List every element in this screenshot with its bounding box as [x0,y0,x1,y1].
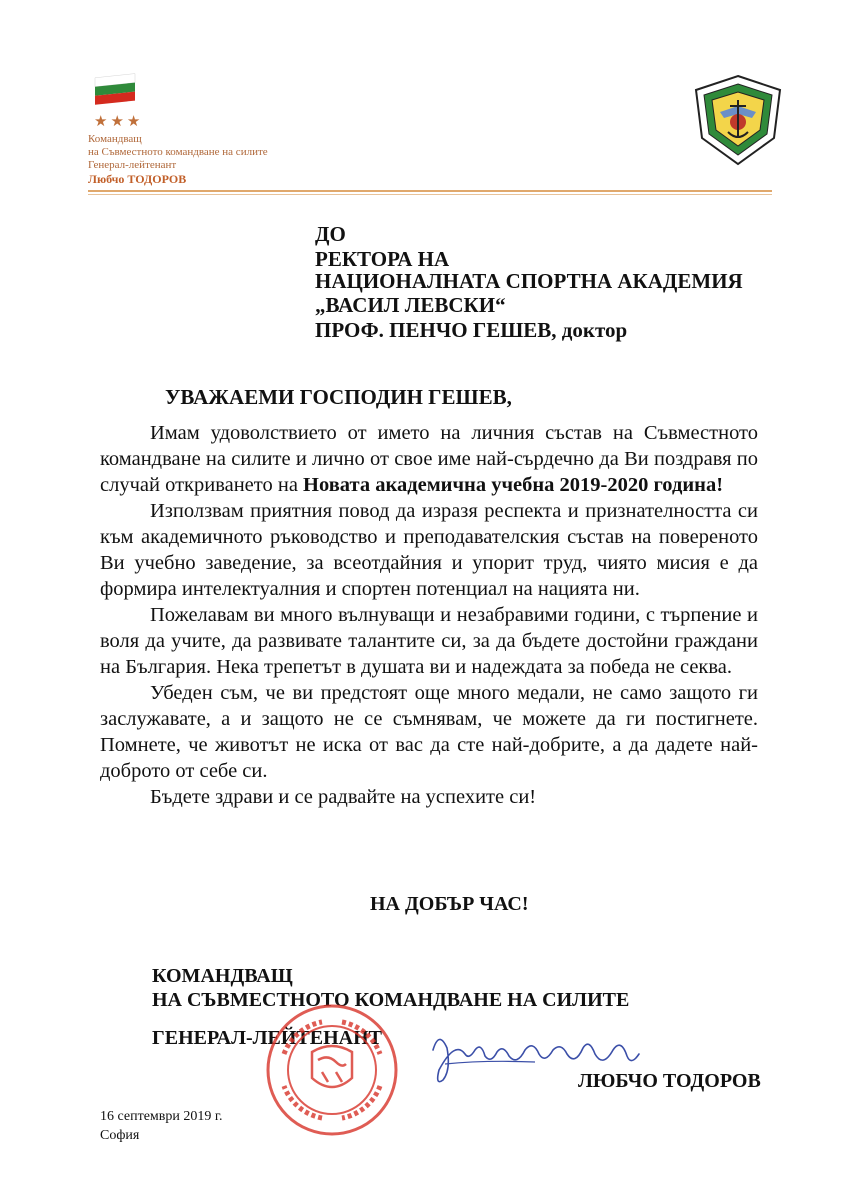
paragraph-1: Имам удоволствието от името на личния състав на Съвместното командване на силите и лично от свое име най-сърдечно да Ви поздравя по случай откриването на Новата академична учебна 2019-2020 година! [100,422,758,496]
rank-stars-icon: ★★★ [94,114,144,130]
address-recipient-title: РЕКТОРА НА [315,247,450,271]
letter-city: София [100,1128,140,1143]
letter-body [100,420,758,810]
paragraph-1-highlight: Новата академична учебна 2019-2020 година! [303,474,724,496]
closing-wish: НА ДОБЪР ЧАС! [370,893,529,915]
paragraph-2: Използвам приятния повод да изразя респекта и признателността си към академичното ръководство и преподавателския състав на повереното Ви учебно заведение, за всеотдайния и упорит труд, чиято мисия е да формира интелектуалния и спортен потенциал на нацията ни. [100,500,758,600]
bulgarian-flag-icon [93,72,137,106]
paragraph-4: Убеден съм, че ви предстоят още много медали, не само защото ги заслужавате, а и защото не се съмнявам, че можете да ги постигнете. Помнете, че животът не иска от вас да сте най-добрите, а да дадете най-доброто от себе си. [100,682,758,782]
header-position: Командващ [88,133,142,145]
signatory-name: ЛЮБЧО ТОДОРОВ [578,1070,761,1092]
signatory-position: КОМАНДВАЩ [152,965,293,987]
signatory-rank: ГЕНЕРАЛ-ЛЕЙТЕНАНТ [152,1027,382,1049]
address-recipient-name: ПРОФ. ПЕНЧО ГЕШЕВ, доктор [315,318,628,342]
paragraph-5: Бъдете здрави и се радвайте на успехите си! [150,786,537,808]
address-institution-name: „ВАСИЛ ЛЕВСКИ“ [315,293,506,317]
header-name: Любчо ТОДОРОВ [88,172,187,186]
header-divider [88,190,772,192]
header-command: на Съвместното командване на силите [88,146,268,158]
letter-date: 16 септември 2019 г. [100,1109,223,1124]
official-stamp-icon [262,1000,402,1140]
header-divider-thin [88,194,772,195]
header-rank: Генерал-лейтенант [88,159,177,171]
joint-forces-command-emblem-icon [690,72,786,168]
address-institution: НАЦИОНАЛНАТА СПОРТНА АКАДЕМИЯ [315,269,743,293]
signatory-command: НА СЪВМЕСТНОТО КОМАНДВАНЕ НА СИЛИТЕ [152,989,630,1011]
address-to: ДО [315,222,346,246]
salutation: УВАЖАЕМИ ГОСПОДИН ГЕШЕВ, [165,385,512,409]
paragraph-3: Пожелавам ви много вълнуващи и незабравими години, с търпение и воля да учите, да развивате талантите си, за да бъдете достойни граждани на България. Нека трепетът в душата ви и надеждата за победа не секва. [100,604,758,678]
